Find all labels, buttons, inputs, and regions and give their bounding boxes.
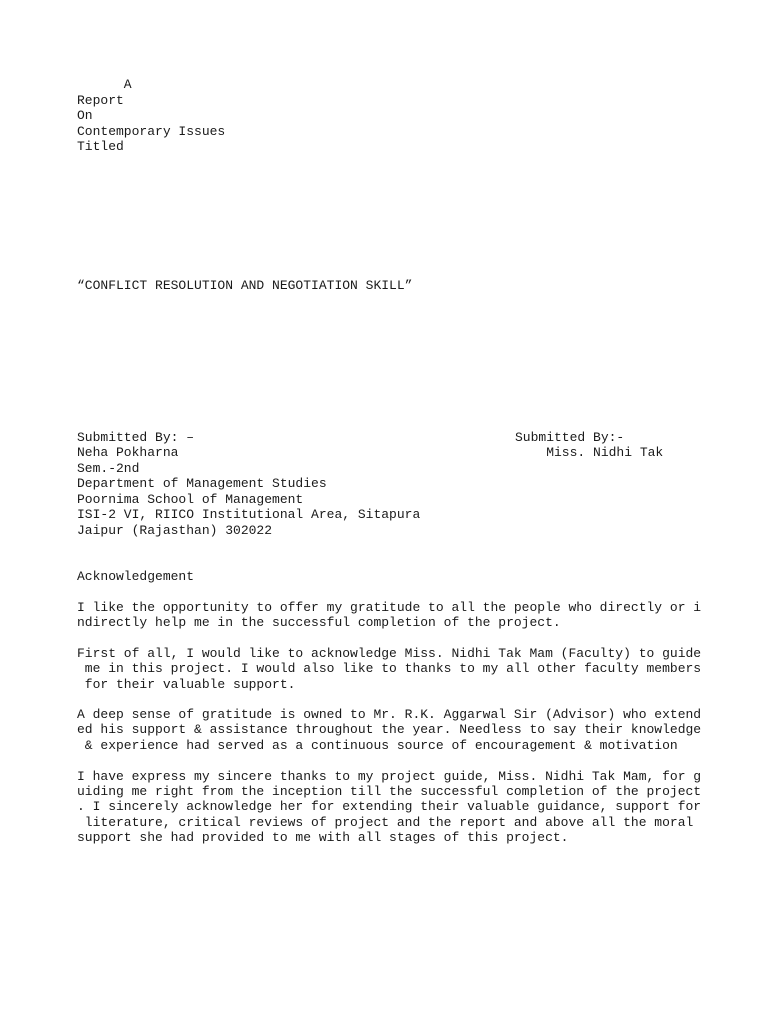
- ack-p3-line-3: & experience had served as a continuous source of encouragement & motivation: [77, 738, 678, 753]
- report-title: “CONFLICT RESOLUTION AND NEGOTIATION SKILL”: [77, 278, 413, 293]
- ack-p2-line-1: First of all, I would like to acknowledge Miss. Nidhi Tak Mam (Faculty) to guide: [77, 646, 702, 661]
- ack-p4-line-3: . I sincerely acknowledge her for extending their valuable guidance, support for: [77, 799, 702, 814]
- ack-p1-line-2: ndirectly help me in the successful completion of the project.: [77, 615, 561, 630]
- title-line-report: Report: [77, 93, 124, 108]
- address-line-2: Jaipur (Rajasthan) 302022: [77, 523, 273, 538]
- department: Department of Management Studies: [77, 476, 327, 491]
- ack-p4-line-4: literature, critical reviews of project and the report and above all the moral: [77, 815, 694, 830]
- ack-p2-line-2: me in this project. I would also like to thanks to my all other faculty members: [77, 661, 702, 676]
- ack-p4-line-5: support she had provided to me with all stages of this project.: [77, 830, 569, 845]
- ack-p4-line-2: uiding me right from the inception till the successful completion of the project: [77, 784, 702, 799]
- faculty-name: Miss. Nidhi Tak: [515, 445, 664, 460]
- submitted-by-label-left: Submitted By: –: [77, 430, 195, 445]
- ack-p3-line-2: ed his support & assistance throughout the year. Needless to say their knowledge: [77, 722, 702, 737]
- ack-p4-line-1: I have express my sincere thanks to my project guide, Miss. Nidhi Tak Mam, for g: [77, 769, 702, 784]
- ack-p3-line-1: A deep sense of gratitude is owned to Mr. R.K. Aggarwal Sir (Advisor) who extend: [77, 707, 702, 722]
- submitted-by-label-right: Submitted By:-: [515, 430, 625, 445]
- title-line-subject: Contemporary Issues: [77, 124, 226, 139]
- title-line-on: On: [77, 108, 93, 123]
- acknowledgement-heading: Acknowledgement: [77, 569, 195, 584]
- address-line-1: ISI-2 VI, RIICO Institutional Area, Sitapura: [77, 507, 421, 522]
- school: Poornima School of Management: [77, 492, 304, 507]
- student-name: Neha Pokharna: [77, 445, 179, 460]
- ack-p1-line-1: I like the opportunity to offer my gratitude to all the people who directly or i: [77, 600, 702, 615]
- title-line-titled: Titled: [77, 139, 124, 154]
- semester: Sem.-2nd: [77, 461, 140, 476]
- ack-p2-line-3: for their valuable support.: [77, 677, 296, 692]
- title-line-a: A: [77, 77, 132, 92]
